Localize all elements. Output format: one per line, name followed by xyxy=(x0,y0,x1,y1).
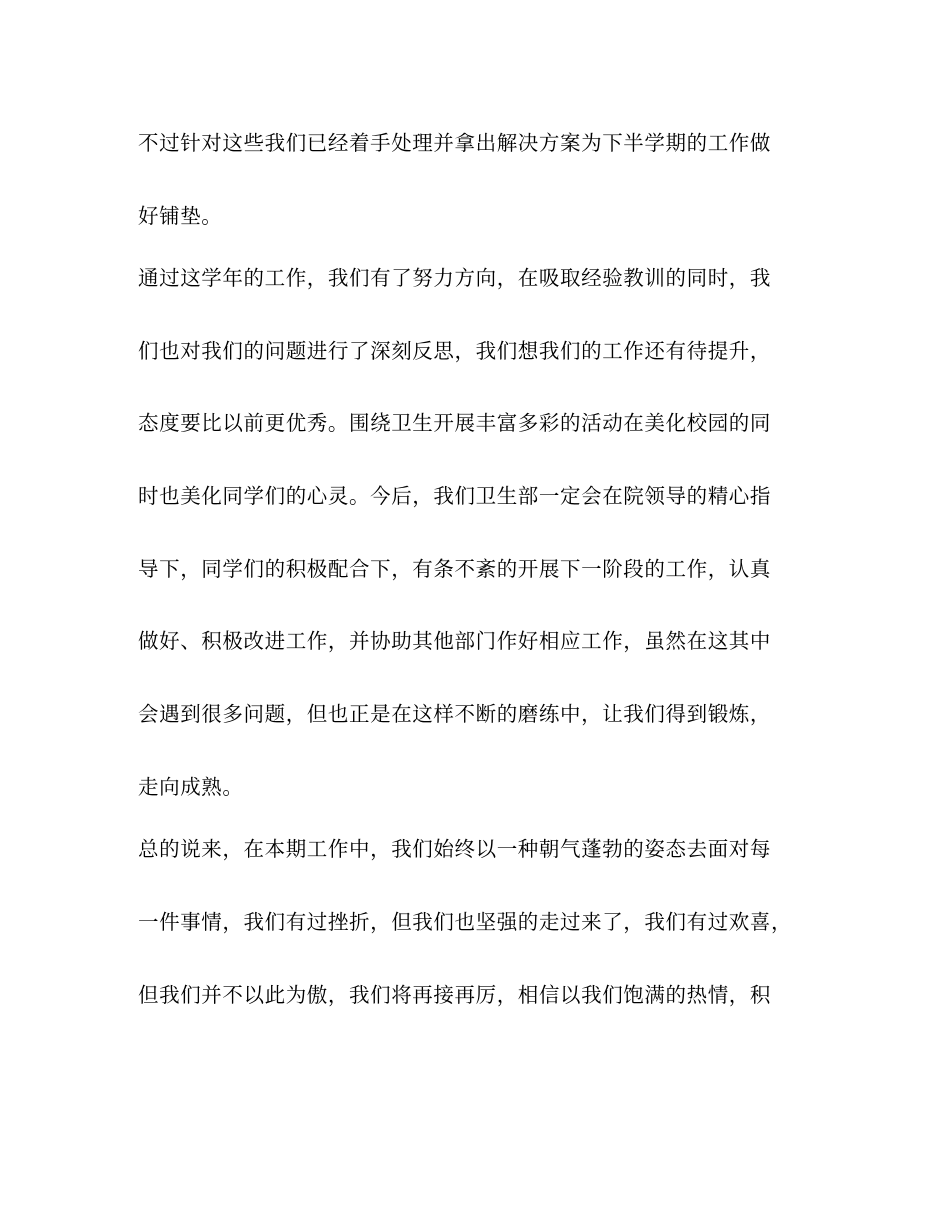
paragraph-3-line-2: 一件事情，我们有过挫折，但我们也坚强的走过来了，我们有过欢喜， xyxy=(138,910,793,934)
paragraph-2-line-3: 态度要比以前更优秀。围绕卫生开展丰富多彩的活动在美化校园的同 xyxy=(138,411,771,435)
paragraph-1-line-1: 不过针对这些我们已经着手处理并拿出解决方案为下半学期的工作做 xyxy=(138,131,771,155)
paragraph-2-line-2: 们也对我们的问题进行了深刻反思，我们想我们的工作还有待提升， xyxy=(138,339,771,363)
paragraph-2-line-6: 做好、积极改进工作，并协助其他部门作好相应工作，虽然在这其中 xyxy=(138,629,771,653)
paragraph-2-line-7: 会遇到很多问题，但也正是在这样不断的磨练中，让我们得到锻炼， xyxy=(138,702,771,726)
paragraph-1-line-2: 好铺垫。 xyxy=(138,204,223,228)
paragraph-2-line-4: 时也美化同学们的心灵。今后，我们卫生部一定会在院领导的精心指 xyxy=(138,484,771,508)
paragraph-2-line-1: 通过这学年的工作，我们有了努力方向，在吸取经验教训的同时，我 xyxy=(138,266,771,290)
paragraph-2-line-8: 走向成熟。 xyxy=(138,775,244,799)
paragraph-3-line-1: 总的说来，在本期工作中，我们始终以一种朝气蓬勃的姿态去面对每 xyxy=(138,837,771,861)
paragraph-3-line-3: 但我们并不以此为傲，我们将再接再厉，相信以我们饱满的热情，积 xyxy=(138,983,771,1007)
paragraph-2-line-5: 导下，同学们的积极配合下，有条不紊的开展下一阶段的工作，认真 xyxy=(138,557,771,581)
